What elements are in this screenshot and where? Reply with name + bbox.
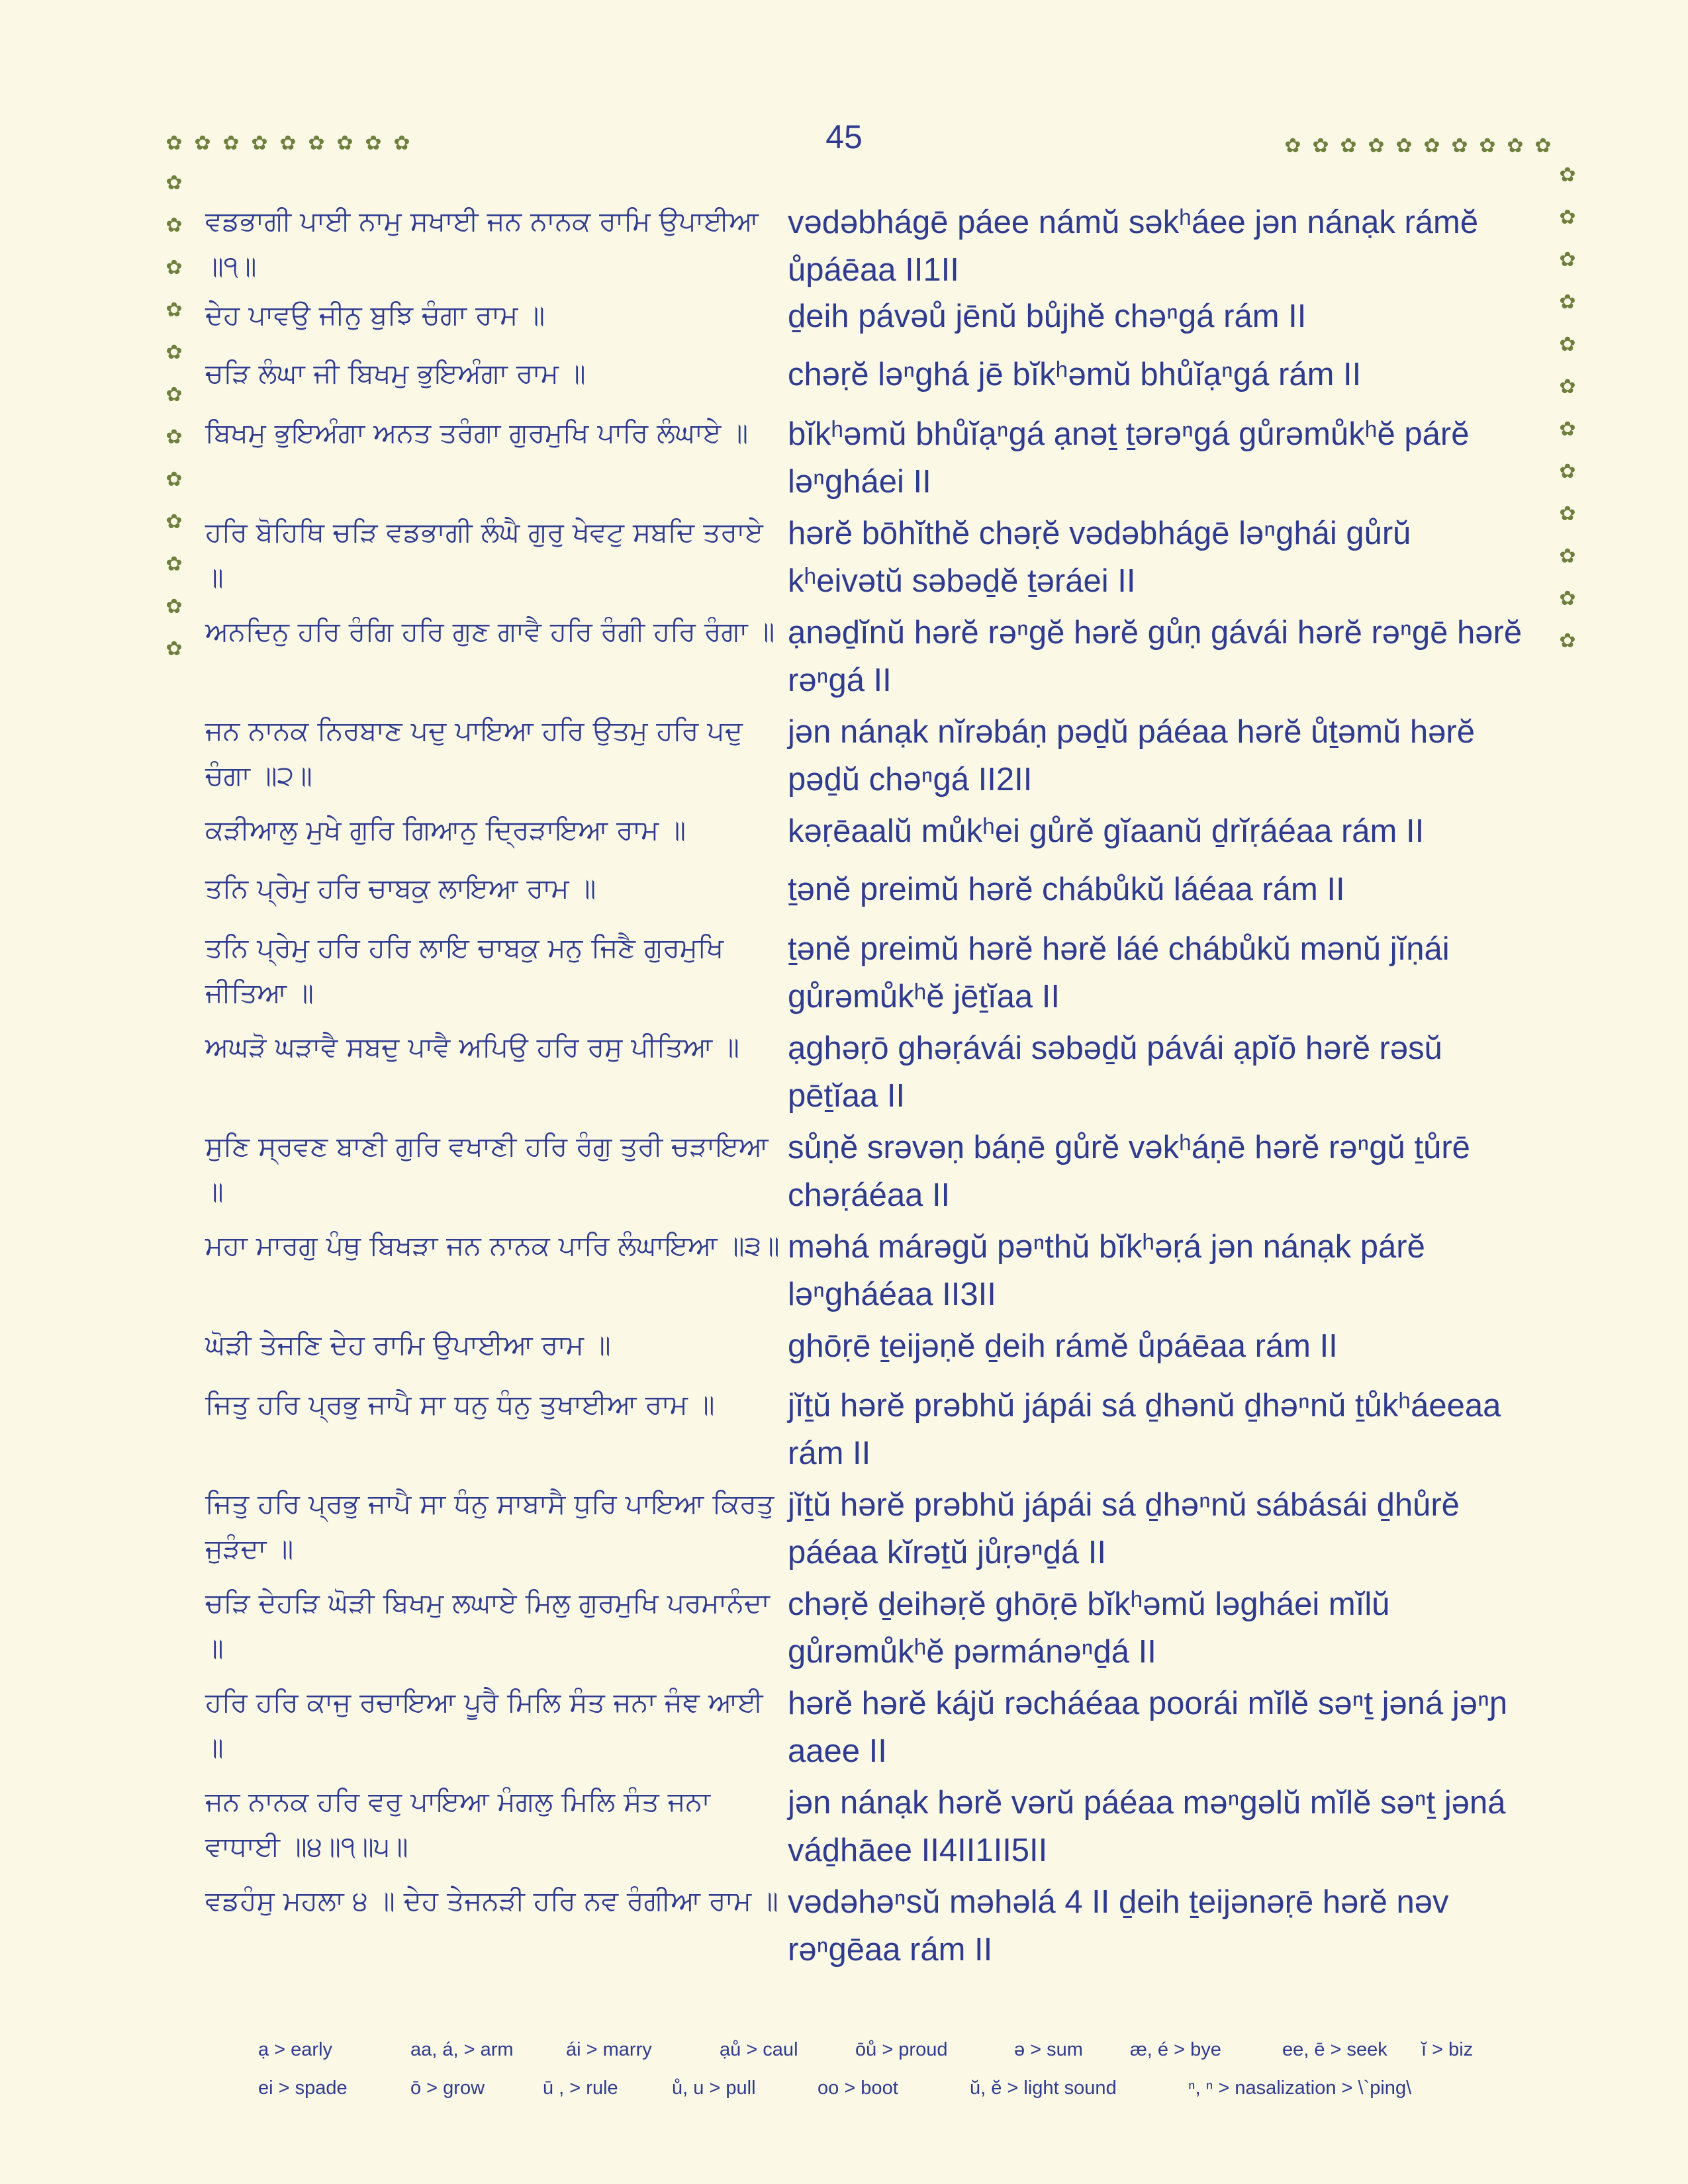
flower-icon: ✿ — [165, 637, 183, 660]
legend-row — [258, 2069, 1516, 2107]
verse-row — [205, 199, 1523, 293]
transliteration-text: hərĕ bōhĭthĕ chəṛĕ vədəbhágē ləⁿghái gůrŭ kʰeivətŭ səbəḏĕ ṯəráei II — [788, 516, 1411, 599]
legend-item: aa, á, > arm — [410, 2038, 514, 2060]
legend-item: ū , > rule — [543, 2077, 618, 2099]
verse-row — [205, 1382, 1523, 1481]
flower-icon: ✿ — [1368, 134, 1385, 158]
flower-icon: ✿ — [165, 510, 183, 533]
verse-row — [205, 925, 1523, 1024]
gurmukhi-text: ਜਿਤੁ ਹਰਿ ਪ੍ਰਭੁ ਜਾਪੈ ਸਾ ਧੰਨੁ ਸਾਬਾਸੈ ਧੁਰਿ ਪਾਇਆ ਕਿਰਤੁ ਜੁੜੰਦਾ ॥ — [205, 1488, 774, 1565]
verse-row — [205, 807, 1523, 866]
flower-icon: ✿ — [1559, 163, 1576, 187]
gurmukhi-text: ਮਹਾ ਮਾਰਗੁ ਪੰਥੁ ਬਿਖੜਾ ਜਨ ਨਾਨਕ ਪਾਰਿ ਲੰਘਾਇਆ ॥੩॥ — [205, 1230, 780, 1261]
gurmukhi-text: ਸੁਣਿ ਸ੍ਰਵਣ ਬਾਣੀ ਗੁਰਿ ਵਖਾਣੀ ਹਰਿ ਰੰਗੁ ਤੁਰੀ ਚੜਾਇਆ ॥ — [205, 1130, 769, 1207]
verse-row — [205, 1580, 1523, 1680]
flower-icon: ✿ — [165, 553, 183, 576]
flower-icon: ✿ — [1559, 418, 1576, 441]
gurmukhi-text: ਹਰਿ ਹਰਿ ਕਾਜੁ ਰਚਾਇਆ ਪੂਰੈ ਮਿਲਿ ਸੰਤ ਜਨਾ ਜੰਞ ਆਈ ॥ — [205, 1686, 763, 1763]
gurmukhi-text: ਵਡਹੰਸੁ ਮਹਲਾ ੪ ॥ ਦੇਹ ਤੇਜਨੜੀ ਹਰਿ ਨਵ ਰੰਗੀਆ ਰਾਮ ॥ — [205, 1885, 778, 1917]
flower-icon: ✿ — [251, 132, 268, 155]
flower-icon: ✿ — [165, 171, 183, 195]
legend-item: ō > grow — [410, 2077, 485, 2099]
page-number: 45 — [825, 118, 863, 156]
transliteration-text: bĭkʰəmŭ bhůĭạⁿgá ạnəṯ ṯərəⁿgá gůrəmůkʰĕ párĕ ləⁿgháei II — [788, 416, 1470, 500]
flower-icon: ✿ — [165, 214, 183, 237]
flower-icon: ✿ — [1559, 545, 1576, 568]
legend-item: ĭ > biz — [1421, 2038, 1474, 2060]
verse-row — [205, 1124, 1523, 1223]
flower-icon: ✿ — [222, 132, 240, 155]
transliteration-text: ạnəḏĭnŭ hərĕ rəⁿgĕ hərĕ gůṇ gávái hərĕ rəⁿgē hərĕ rəⁿgá II — [788, 615, 1523, 698]
flower-icon: ✿ — [1395, 134, 1413, 158]
gurmukhi-text: ਤਨਿ ਪ੍ਰੇਮੁ ਹਰਿ ਹਰਿ ਲਾਇ ਚਾਬਕੁ ਮਨੁ ਜਿਣੈ ਗੁਰਮੁਖਿ ਜੀਤਿਆ ॥ — [205, 932, 724, 1009]
gurmukhi-text: ਜਿਤੁ ਹਰਿ ਪ੍ਰਭੁ ਜਾਪੈ ਸਾ ਧਨੁ ਧੰਨੁ ਤੁਖਾਈਆ ਰਾਮ ॥ — [205, 1388, 715, 1420]
verse-row — [205, 866, 1523, 925]
flower-icon: ✿ — [1507, 134, 1524, 158]
verse-row — [205, 510, 1523, 609]
legend-item: ⁿ, ⁿ > nasalization > \`ping\ — [1188, 2077, 1412, 2099]
gurmukhi-text: ਘੋੜੀ ਤੇਜਣਿ ਦੇਹ ਰਾਮਿ ਉਪਾਈਆ ਰਾਮ ॥ — [205, 1329, 611, 1361]
flower-icon: ✿ — [1534, 134, 1552, 158]
flower-icon: ✿ — [1559, 291, 1576, 314]
verse-row — [205, 708, 1523, 807]
transliteration-text: ạghəṛō ghəṛávái səbəḏŭ pávái ạpĭō hərĕ rəsŭ pēṯĭaa II — [788, 1030, 1442, 1114]
flower-icon: ✿ — [336, 132, 353, 155]
gurmukhi-text: ਦੇਹ ਪਾਵਉ ਜੀਨੁ ਬੁਝਿ ਚੰਗਾ ਰਾਮ ॥ — [205, 299, 545, 331]
legend-item: ạů > caul — [720, 2038, 798, 2060]
flower-icon: ✿ — [308, 132, 325, 155]
flower-icon: ✿ — [279, 132, 297, 155]
transliteration-text: ghōṛē ṯeijəṇĕ ḏeih rámĕ ůpáēaa rám II — [788, 1328, 1338, 1364]
flower-icon: ✿ — [1312, 134, 1329, 158]
flower-icon: ✿ — [1559, 587, 1576, 610]
verse-row — [205, 1024, 1523, 1124]
transliteration-text: ṯənĕ preimŭ hərĕ chábůkŭ láéaa rám II — [788, 872, 1345, 907]
verse-row — [205, 1878, 1523, 1978]
legend-item: oo > boot — [818, 2077, 898, 2099]
flower-icon: ✿ — [165, 132, 183, 155]
transliteration-text: vədəbhágē páee námŭ səkʰáee jən nánạk rámĕ ůpáēaa II1II — [788, 205, 1479, 288]
gurmukhi-text: ਅਘੜੋ ਘੜਾਵੈ ਸਬਦੁ ਪਾਵੈ ਅਪਿਉ ਹਰਿ ਰਸੁ ਪੀਤਿਆ ॥ — [205, 1031, 739, 1063]
flower-icon: ✿ — [1479, 134, 1496, 158]
transliteration-text: chəṛĕ ləⁿghá jē bĭkʰəmŭ bhůĭạⁿgá rám II — [788, 357, 1362, 392]
flower-icon: ✿ — [165, 256, 183, 279]
verse-row — [205, 1223, 1523, 1322]
legend-item: ōů > proud — [855, 2038, 948, 2060]
gurmukhi-text: ਬਿਖਮੁ ਭੁਇਅੰਗਾ ਅਨਤ ਤਰੰਗਾ ਗੁਰਮੁਖਿ ਪਾਰਿ ਲੰਘਾਏ ॥ — [205, 417, 749, 449]
flower-icon: ✿ — [1559, 629, 1576, 653]
flower-icon: ✿ — [194, 132, 211, 155]
flower-icon: ✿ — [1559, 248, 1576, 271]
gurmukhi-text: ਜਨ ਨਾਨਕ ਹਰਿ ਵਰੁ ਪਾਇਆ ਮੰਗਲੁ ਮਿਲਿ ਸੰਤ ਜਨਾ ਵਾਧਾਈ ॥੪॥੧॥੫॥ — [205, 1786, 710, 1862]
legend-row — [258, 2030, 1516, 2069]
legend-item: ạ > early — [258, 2038, 333, 2060]
gurmukhi-text: ਅਨਦਿਨੁ ਹਰਿ ਰੰਗਿ ਹਰਿ ਗੁਣ ਗਾਵੈ ਹਰਿ ਰੰਗੀ ਹਰਿ ਰੰਗਾ ॥ — [205, 615, 775, 647]
verse-row — [205, 609, 1523, 708]
legend-item: ŭ, ĕ > light sound — [970, 2077, 1117, 2099]
transliteration-text: chəṛĕ ḏeihəṛĕ ghōṛē bĭkʰəmŭ ləgháei mĭlŭ gůrəmůkʰĕ pərmánəⁿḏá II — [788, 1586, 1390, 1670]
legend-item: æ, é > bye — [1130, 2038, 1221, 2060]
flower-icon: ✿ — [165, 595, 183, 618]
flower-icon: ✿ — [165, 468, 183, 491]
verse-row — [205, 351, 1523, 410]
transliteration-text: hərĕ hərĕ kájŭ rəcháéaa poorái mĭlĕ səⁿṯ jəná jəⁿɲ aaee II — [788, 1686, 1508, 1769]
gurmukhi-text: ਕੜੀਆਲੁ ਮੁਖੇ ਗੁਰਿ ਗਿਆਨੁ ਦ੍ਰਿੜਾਇਆ ਰਾਮ ॥ — [205, 814, 686, 846]
flower-icon: ✿ — [1559, 375, 1576, 398]
transliteration-text: jĭṯŭ hərĕ prəbhŭ jápái sá ḏhənŭ ḏhəⁿnŭ ṯůkʰáeeaa rám II — [788, 1388, 1501, 1471]
legend-item: ə > sum — [1014, 2038, 1083, 2060]
verse-row — [205, 1322, 1523, 1382]
transliteration-text: jĭṯŭ hərĕ prəbhŭ jápái sá ḏhəⁿnŭ sábásái ḏhůrĕ páéaa kĭrəṯŭ jůṛəⁿḏá II — [788, 1487, 1460, 1570]
transliteration-text: kəṛēaalŭ můkʰei gůrĕ gĭaanŭ ḏrĭṛáéaa rám II — [788, 813, 1425, 849]
flower-icon: ✿ — [165, 426, 183, 449]
verse-row — [205, 1481, 1523, 1580]
transliteration-text: jən nánạk hərĕ vərŭ páéaa məⁿgəlŭ mĭlĕ səⁿṯ jəná váḏhāee II4II1II5II — [788, 1785, 1506, 1868]
gurmukhi-text: ਵਡਭਾਗੀ ਪਾਈ ਨਾਮੁ ਸਖਾਈ ਜਨ ਨਾਨਕ ਰਾਮਿ ਉਪਾਈਆ ॥੧॥ — [205, 205, 759, 282]
transliteration-text: ṯənĕ preimŭ hərĕ hərĕ láé chábůkŭ mənŭ jĭṇái gůrəmůkʰĕ jēṯĭaa II — [788, 931, 1450, 1015]
flower-icon: ✿ — [1559, 502, 1576, 525]
verse-table — [205, 199, 1523, 1978]
flower-icon: ✿ — [1451, 134, 1468, 158]
pronunciation-legend — [258, 2030, 1516, 2107]
legend-item: ái > marry — [566, 2038, 652, 2060]
flower-icon: ✿ — [165, 341, 183, 364]
gurmukhi-text: ਚੜਿ ਦੇਹੜਿ ਘੋੜੀ ਬਿਖਮੁ ਲਘਾਏ ਮਿਲੁ ਗੁਰਮੁਖਿ ਪਰਮਾਨੰਦਾ ॥ — [205, 1587, 770, 1664]
flower-icon: ✿ — [365, 132, 382, 155]
transliteration-text: ḏeih pávəů jēnŭ bůjhĕ chəⁿgá rám II — [788, 298, 1307, 334]
verse-row — [205, 410, 1523, 510]
transliteration-text: vədəhəⁿsŭ məhəlá 4 II ḏeih ṯeijənəṛē hərĕ nəv rəⁿgēaa rám II — [788, 1884, 1449, 1968]
flower-icon: ✿ — [1340, 134, 1357, 158]
legend-item: ů, u > pull — [672, 2077, 756, 2099]
gurmukhi-text: ਹਰਿ ਬੋਹਿਥਿ ਚੜਿ ਵਡਭਾਗੀ ਲੰਘੈ ਗੁਰੁ ਖੇਵਟੁ ਸਬਦਿ ਤਰਾਏ ॥ — [205, 516, 763, 593]
gurmukhi-text: ਤਨਿ ਪ੍ਰੇਮੁ ਹਰਿ ਚਾਬਕੁ ਲਾਇਆ ਰਾਮ ॥ — [205, 872, 596, 904]
flower-icon: ✿ — [1284, 134, 1301, 158]
legend-item: ee, ē > seek — [1282, 2038, 1387, 2060]
transliteration-text: sůṇĕ srəvəṇ báṇē gůrĕ vəkʰáṇē hərĕ rəⁿgŭ ṯůrē chəṛáéaa II — [788, 1130, 1470, 1213]
verse-row — [205, 1779, 1523, 1878]
transliteration-text: jən nánạk nĭrəbáṇ pəḏŭ páéaa hərĕ ůṯəmŭ hərĕ pəḏŭ chəⁿgá II2II — [788, 714, 1475, 797]
flower-icon: ✿ — [1559, 333, 1576, 356]
flower-icon: ✿ — [1559, 206, 1576, 229]
flower-icon: ✿ — [1559, 460, 1576, 483]
flower-icon: ✿ — [165, 298, 183, 322]
verse-row — [205, 293, 1523, 351]
transliteration-text: məhá márəgŭ pəⁿthŭ bĭkʰəṛá jən nánạk párĕ ləⁿgháéaa II3II — [788, 1229, 1425, 1312]
flower-icon: ✿ — [165, 383, 183, 406]
gurmukhi-text: ਚੜਿ ਲੰਘਾ ਜੀ ਬਿਖਮੁ ਭੁਇਅੰਗਾ ਰਾਮ ॥ — [205, 357, 586, 389]
legend-item: ei > spade — [258, 2077, 348, 2099]
gurmukhi-text: ਜਨ ਨਾਨਕ ਨਿਰਬਾਣ ਪਦੁ ਪਾਇਆ ਹਰਿ ਉਤਮੁ ਹਰਿ ਪਦੁ ਚੰਗਾ ॥੨॥ — [205, 715, 743, 792]
flower-icon: ✿ — [1423, 134, 1440, 158]
flower-icon: ✿ — [393, 132, 410, 155]
verse-row — [205, 1680, 1523, 1779]
